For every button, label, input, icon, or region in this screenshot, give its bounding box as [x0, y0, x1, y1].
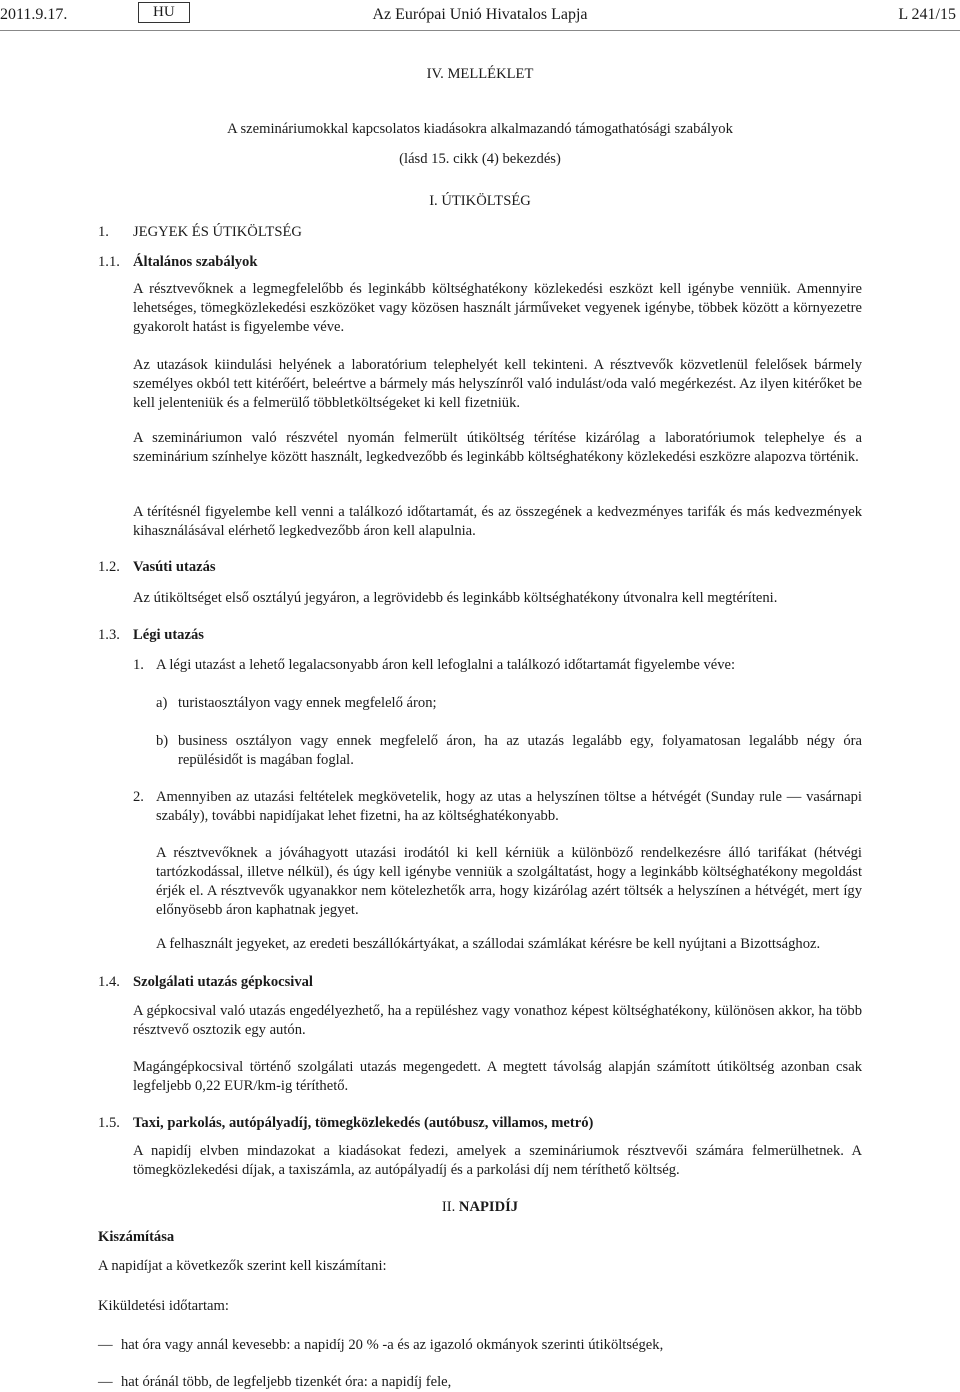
part2-title-text: NAPIDÍJ	[458, 1199, 519, 1215]
annex-subtitle: A szemináriumokkal kapcsolatos kiadásokra alkalmazandó támogathatósági szabályok	[227, 121, 733, 137]
paragraph-1-3-c: A résztvevőknek a jóváhagyott utazási irodától ki kell kérniük a különböző rendelkezésre álló tarifákat (hétvégi tartózkodással, illetve nélkül), és úgy kell igénybe venniük a szolgáltatást, hogy a leginkább költséghatékony megoldást érjék el. A résztvevők ugyanakkor nem kötelezhetők arra, hogy kizárólag azért töltsék a helyszínen a hétvégét, mert így előnyösebb áron kaphatnak jegyet.	[156, 845, 862, 918]
item-2-number: 2.	[133, 789, 144, 805]
paragraph-1-1-a: A résztvevőknek a legmegfelelőbb és leginkább költséghatékony közlekedési eszközt kell igénybe venniük. Amennyire lehetséges, tömegközlekedési eszközöket vagy közösen használt járműveket vegyenek igénybe, többek között a környezetre gyakorolt hatást is figyelembe véve.	[133, 281, 862, 335]
item-a-text: turistaosztályon vagy ennek megfelelő áron;	[178, 695, 437, 711]
publication-date: 2011.9.17.	[0, 6, 68, 23]
annex-reference: (lásd 15. cikk (4) bekezdés)	[399, 151, 561, 167]
duration-label: Kiküldetési időtartam:	[98, 1298, 229, 1314]
paragraph-1-2: Az útiköltséget első osztályú jegyáron, a legrövidebb és leginkább költséghatékony útvonalra kell megtéríteni.	[133, 590, 778, 606]
paragraph-1-3-d: A felhasznált jegyeket, az eredeti beszállókártyákat, a szállodai számlákat kérésre be kell nyújtani a Bizottsághoz.	[156, 936, 821, 952]
paragraph-1-1-b: Az utazások kiindulási helyének a laboratórium telephelyét kell tekinteni. A résztvevők közvetlenül felelősek bármely személyes okból tett kitérőért, beleértve a bármely más helyszínről való indulást/oda való megérkezést. Az ilyen kitérőket be kell jelenteniük és a felmerülő többletköltségeket ki kell fizetniük.	[133, 357, 862, 411]
dash-marker-1: —	[98, 1337, 113, 1353]
dash-marker-2: —	[98, 1374, 113, 1390]
section-1-3-number: 1.3.	[98, 627, 120, 643]
duration-item-1: hat óra vagy annál kevesebb: a napidíj 20 % -a és az igazoló okmányok szerinti útiköltségek,	[121, 1337, 664, 1353]
item-1-text: A légi utazást a lehető legalacsonyabb áron kell lefoglalni a találkozó időtartamát figyelembe véve:	[156, 657, 736, 673]
section-1-2-number: 1.2.	[98, 559, 120, 575]
calculation-intro: A napidíjat a következők szerint kell kiszámítani:	[98, 1258, 387, 1274]
item-1-number: 1.	[133, 657, 144, 673]
part1-title: I. ÚTIKÖLTSÉG	[429, 193, 531, 209]
section-1-number: 1.	[98, 224, 109, 240]
section-1-4-number: 1.4.	[98, 974, 120, 990]
section-1-1-number: 1.1.	[98, 254, 120, 270]
page-number: L 241/15	[898, 6, 956, 23]
header-divider	[0, 30, 960, 31]
paragraph-1-1-d: A térítésnél figyelembe kell venni a találkozó időtartamát, és az összegének a kedvezményes tarifák és más kedvezmények kihasználásával elérhető legkedvezőbb áron kell alapulnia.	[133, 504, 862, 539]
section-1-title: JEGYEK ÉS ÚTIKÖLTSÉG	[133, 224, 302, 240]
section-1-1-title: Általános szabályok	[133, 254, 258, 270]
item-2-text: Amennyiben az utazási feltételek megkövetelik, hogy az utas a helyszínen töltse a hétvégét (Sunday rule — vasárnapi szabály), további napidíjakat lehet fizetni, ha az költséghatékonyabb.	[156, 789, 862, 824]
paragraph-1-4-b: Magángépkocsival történő szolgálati utazás megengedett. A megtett távolság alapján számított útiköltség azonban csak legfeljebb 0,22 EUR/km-ig téríthető.	[133, 1059, 862, 1094]
paragraph-1-4-a: A gépkocsival való utazás engedélyezhető, ha a repüléshez vagy vonathoz képest költséghatékony, különösen akkor, ha több résztvevő osztozik egy autón.	[133, 1003, 862, 1038]
section-1-4-title: Szolgálati utazás gépkocsival	[133, 974, 313, 990]
item-b-label: b)	[156, 733, 169, 749]
paragraph-1-1-c: A szemináriumon való részvétel nyomán felmerült útiköltség térítése kizárólag a laboratóriumok telephelye és a szeminárium színhelye között használt, legkedvezőbb és leginkább költséghatékony közlekedési eszközre alapozva történik.	[133, 430, 862, 465]
item-b-text: business osztályon vagy ennek megfelelő áron, ha az utazás legalább egy, folyamatosan legalább négy óra repülésidőt is magában foglal.	[178, 733, 862, 768]
paragraph-1-5: A napidíj elvben mindazokat a kiadásokat fedezi, amelyek a szemináriumok résztvevői számára felmerülhetnek. A tömegközlekedési díjak, a taxiszámla, az autópályadíj és a parkolási díj nem téríthető költség.	[133, 1143, 862, 1178]
section-1-5-title: Taxi, parkolás, autópályadíj, tömegközlekedés (autóbusz, villamos, metró)	[133, 1115, 594, 1131]
calculation-heading: Kiszámítása	[98, 1229, 175, 1245]
part2-title-prefix: II.	[441, 1199, 456, 1215]
journal-title: Az Európai Unió Hivatalos Lapja	[372, 6, 588, 23]
section-1-5-number: 1.5.	[98, 1115, 120, 1131]
section-1-2-title: Vasúti utazás	[133, 559, 216, 575]
duration-item-2: hat óránál több, de legfeljebb tizenkét óra: a napidíj fele,	[121, 1374, 452, 1390]
part2-title	[0, 1198, 960, 1217]
item-a-label: a)	[156, 695, 168, 711]
language-badge: HU	[138, 2, 190, 23]
section-1-3-title: Légi utazás	[133, 627, 204, 643]
annex-title: IV. MELLÉKLET	[426, 66, 534, 82]
